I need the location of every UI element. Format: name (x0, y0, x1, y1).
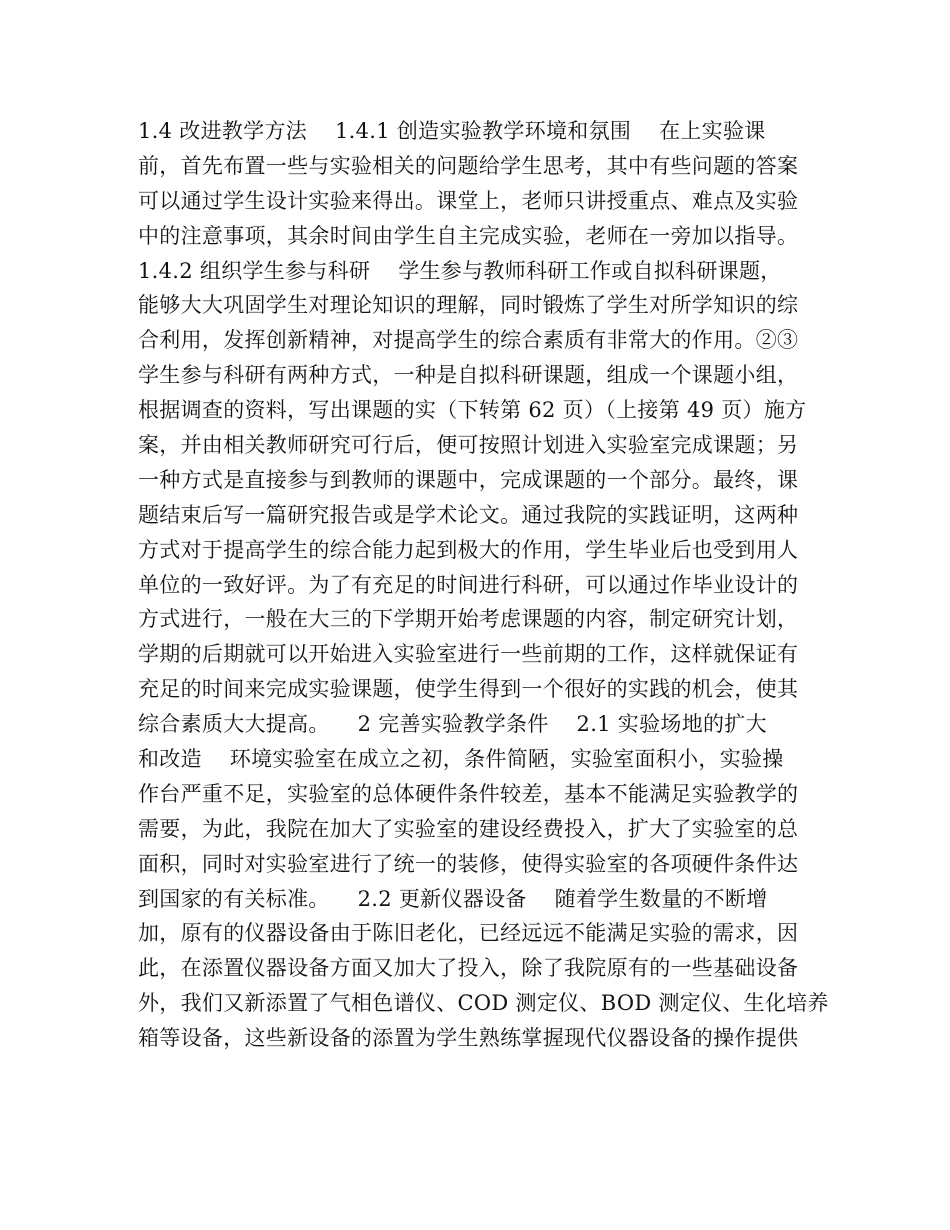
text-line: 作台严重不足，实验室的总体硬件条件较差，基本不能满足实验教学的 (138, 781, 799, 806)
text-line: 1.4.2 组织学生参与科研 学生参与教师科研工作或自拟科研课题， (138, 258, 782, 283)
text-line: 一种方式是直接参与到教师的课题中，完成课题的一个部分。最终，课 (138, 467, 799, 492)
text-line: 前，首先布置一些与实验相关的问题给学生思考，其中有些问题的答案 (138, 153, 799, 178)
text-line: 和改造 环境实验室在成立之初，条件简陋，实验室面积小，实验操 (138, 747, 784, 772)
text-line: 案，并由相关教师研究可行后，便可按照计划进入实验室完成课题；另 (138, 433, 799, 458)
text-line: 单位的一致好评。为了有充足的时间进行科研，可以通过作毕业设计的 (138, 572, 799, 597)
text-line: 箱等设备，这些新设备的添置为学生熟练掌握现代仪器设备的操作提供 (138, 1026, 799, 1051)
text-line: 能够大大巩固学生对理论知识的理解，同时锻炼了学生对所学知识的综 (138, 293, 799, 318)
text-line: 方式对于提高学生的综合能力起到极大的作用，学生毕业后也受到用人 (138, 537, 799, 562)
text-line: 1.4 改进教学方法 1.4.1 创造实验教学环境和氛围 在上实验课 (138, 119, 766, 143)
text-line: 面积，同时对实验室进行了统一的装修，使得实验室的各项硬件条件达 (138, 851, 799, 876)
text-line: 充足的时间来完成实验课题，使学生得到一个很好的实践的机会，使其 (138, 677, 799, 702)
text-line: 方式进行，一般在大三的下学期开始考虑课题的内容，制定研究计划， (138, 607, 799, 632)
text-line: 此，在添置仪器设备方面又加大了投入，除了我院原有的一些基础设备 (138, 956, 799, 981)
text-line: 到国家的有关标准。 2.2 更新仪器设备 随着学生数量的不断增 (138, 886, 768, 911)
text-line: 可以通过学生设计实验来得出。课堂上，老师只讲授重点、难点及实验 (138, 188, 799, 213)
text-line: 学生参与科研有两种方式，一种是自拟科研课题，组成一个课题小组， (138, 363, 799, 388)
text-line: 外，我们又新添置了气相色谱仪、COD 测定仪、BOD 测定仪、生化培养 (138, 991, 829, 1016)
text-line: 题结束后写一篇研究报告或是学术论文。通过我院的实践证明，这两种 (138, 502, 799, 527)
text-line: 合利用，发挥创新精神，对提高学生的综合素质有非常大的作用。②③ (138, 328, 799, 353)
text-line: 综合素质大大提高。 2 完善实验教学条件 2.1 实验场地的扩大 (138, 712, 767, 737)
body-text (138, 114, 829, 1056)
text-line: 学期的后期就可以开始进入实验室进行一些前期的工作，这样就保证有 (138, 642, 799, 667)
text-line: 根据调查的资料，写出课题的实（下转第 62 页）（上接第 49 页）施方 (138, 398, 807, 423)
text-line: 需要，为此，我院在加大了实验室的建设经费投入，扩大了实验室的总 (138, 816, 799, 841)
text-line: 加，原有的仪器设备由于陈旧老化，已经远远不能满足实验的需求，因 (138, 921, 799, 946)
text-line: 中的注意事项，其余时间由学生自主完成实验，老师在一旁加以指导。 (138, 223, 799, 248)
